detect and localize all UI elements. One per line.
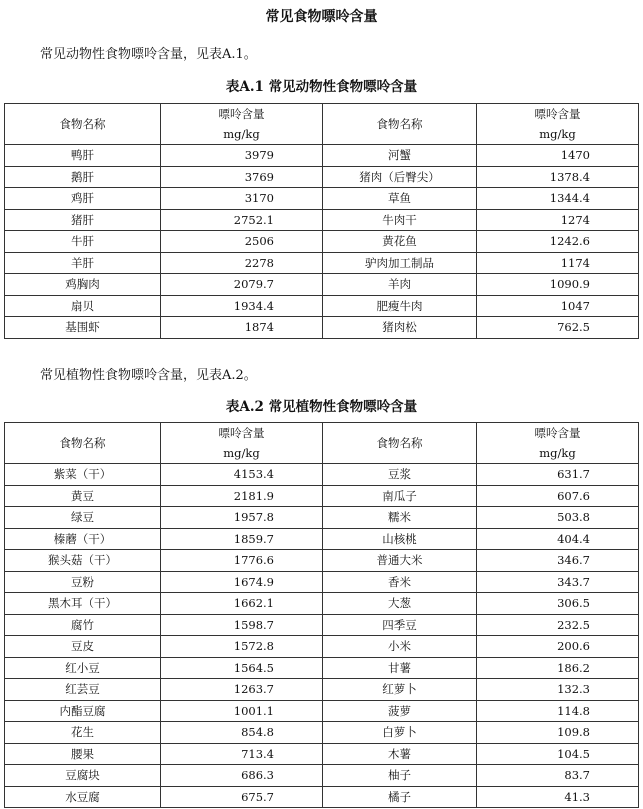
purine-value-cell: 1564.5 bbox=[161, 657, 323, 679]
table-row bbox=[5, 786, 639, 808]
purine-value-cell: 200.6 bbox=[477, 636, 639, 658]
purine-value-cell: 762.5 bbox=[477, 317, 639, 339]
table-row bbox=[5, 464, 639, 486]
food-name-cell: 腐竹 bbox=[5, 614, 161, 636]
purine-value-cell: 1174 bbox=[477, 252, 639, 274]
column-header-purine-content bbox=[477, 423, 639, 464]
food-name-cell: 扇贝 bbox=[5, 295, 161, 317]
purine-value-cell: 346.7 bbox=[477, 550, 639, 572]
table-row bbox=[5, 231, 639, 253]
purine-value-cell: 1001.1 bbox=[161, 700, 323, 722]
table-row bbox=[5, 188, 639, 210]
food-name-cell: 紫菜（干） bbox=[5, 464, 161, 486]
column-header-food-name: 食物名称 bbox=[323, 423, 477, 464]
purine-value-cell: 1090.9 bbox=[477, 274, 639, 296]
table-row bbox=[5, 700, 639, 722]
purine-value-cell: 232.5 bbox=[477, 614, 639, 636]
purine-value-cell: 2752.1 bbox=[161, 209, 323, 231]
table-row bbox=[5, 274, 639, 296]
purine-value-cell: 404.4 bbox=[477, 528, 639, 550]
food-name-cell: 鸡胸肉 bbox=[5, 274, 161, 296]
food-name-cell: 柚子 bbox=[323, 765, 477, 787]
plant-intro-text: 常见植物性食物嘌呤含量，见表A.2。 bbox=[40, 368, 257, 383]
food-name-cell: 木薯 bbox=[323, 743, 477, 765]
table-row bbox=[5, 657, 639, 679]
food-name-cell: 红萝卜 bbox=[323, 679, 477, 701]
table-row bbox=[5, 507, 639, 529]
purine-value-cell: 2278 bbox=[161, 252, 323, 274]
food-name-cell: 大葱 bbox=[323, 593, 477, 615]
food-name-cell: 榛蘑（干） bbox=[5, 528, 161, 550]
purine-value-cell: 854.8 bbox=[161, 722, 323, 744]
page-title: 常见食物嘌呤含量 bbox=[265, 9, 378, 25]
purine-value-cell: 186.2 bbox=[477, 657, 639, 679]
purine-value-cell: 3769 bbox=[161, 166, 323, 188]
purine-value-cell: 1470 bbox=[477, 145, 639, 167]
purine-value-cell: 1662.1 bbox=[161, 593, 323, 615]
purine-value-cell: 109.8 bbox=[477, 722, 639, 744]
food-name-cell: 内酯豆腐 bbox=[5, 700, 161, 722]
purine-value-cell: 2079.7 bbox=[161, 274, 323, 296]
food-name-cell: 黄豆 bbox=[5, 485, 161, 507]
table-row bbox=[5, 765, 639, 787]
food-name-cell: 鸡肝 bbox=[5, 188, 161, 210]
table-a1-caption: 表A.1 常见动物性食物嘌呤含量 bbox=[225, 79, 418, 95]
purine-value-cell: 1776.6 bbox=[161, 550, 323, 572]
food-name-cell: 红芸豆 bbox=[5, 679, 161, 701]
purine-value-cell: 1274 bbox=[477, 209, 639, 231]
food-name-cell: 猪肝 bbox=[5, 209, 161, 231]
header-content-label: 嘌呤含量 bbox=[534, 426, 581, 440]
purine-value-cell: 631.7 bbox=[477, 464, 639, 486]
food-name-cell: 南瓜子 bbox=[323, 485, 477, 507]
table-header-row bbox=[5, 104, 639, 145]
column-header-food-name: 食物名称 bbox=[5, 104, 161, 145]
table-row bbox=[5, 593, 639, 615]
header-content-label: 嘌呤含量 bbox=[534, 107, 581, 121]
food-name-cell: 腰果 bbox=[5, 743, 161, 765]
table-row bbox=[5, 679, 639, 701]
purine-value-cell: 1572.8 bbox=[161, 636, 323, 658]
food-name-cell: 豆粉 bbox=[5, 571, 161, 593]
header-content-label: 嘌呤含量 bbox=[218, 426, 265, 440]
food-name-cell: 驴肉加工制品 bbox=[323, 252, 477, 274]
purine-value-cell: 1598.7 bbox=[161, 614, 323, 636]
table-row bbox=[5, 317, 639, 339]
food-name-cell: 糯米 bbox=[323, 507, 477, 529]
food-name-cell: 鸭肝 bbox=[5, 145, 161, 167]
food-name-cell: 甘薯 bbox=[323, 657, 477, 679]
table-row bbox=[5, 252, 639, 274]
purine-value-cell: 503.8 bbox=[477, 507, 639, 529]
purine-value-cell: 3170 bbox=[161, 188, 323, 210]
animal-intro-text: 常见动物性食物嘌呤含量，见表A.1。 bbox=[40, 47, 257, 62]
food-name-cell: 花生 bbox=[5, 722, 161, 744]
table-row bbox=[5, 722, 639, 744]
table-header-row bbox=[5, 423, 639, 464]
table-row bbox=[5, 145, 639, 167]
purine-value-cell: 343.7 bbox=[477, 571, 639, 593]
column-header-food-name: 食物名称 bbox=[323, 104, 477, 145]
food-name-cell: 四季豆 bbox=[323, 614, 477, 636]
header-unit-label: mg/kg bbox=[223, 127, 260, 141]
purine-value-cell: 1344.4 bbox=[477, 188, 639, 210]
table-a2 bbox=[4, 422, 639, 808]
purine-value-cell: 675.7 bbox=[161, 786, 323, 808]
table-row bbox=[5, 209, 639, 231]
food-name-cell: 猪肉松 bbox=[323, 317, 477, 339]
purine-value-cell: 1874 bbox=[161, 317, 323, 339]
food-name-cell: 草鱼 bbox=[323, 188, 477, 210]
purine-value-cell: 306.5 bbox=[477, 593, 639, 615]
purine-value-cell: 2506 bbox=[161, 231, 323, 253]
food-name-cell: 牛肝 bbox=[5, 231, 161, 253]
food-name-cell: 山核桃 bbox=[323, 528, 477, 550]
table-row bbox=[5, 743, 639, 765]
purine-value-cell: 1674.9 bbox=[161, 571, 323, 593]
table-a2-caption: 表A.2 常见植物性食物嘌呤含量 bbox=[225, 399, 418, 415]
food-name-cell: 鹅肝 bbox=[5, 166, 161, 188]
food-name-cell: 菠萝 bbox=[323, 700, 477, 722]
table-row bbox=[5, 295, 639, 317]
food-name-cell: 猪肉（后臀尖） bbox=[323, 166, 477, 188]
food-name-cell: 黄花鱼 bbox=[323, 231, 477, 253]
header-content-label: 嘌呤含量 bbox=[218, 107, 265, 121]
column-header-purine-content bbox=[477, 104, 639, 145]
purine-value-cell: 1934.4 bbox=[161, 295, 323, 317]
food-name-cell: 豆皮 bbox=[5, 636, 161, 658]
column-header-food-name: 食物名称 bbox=[5, 423, 161, 464]
food-name-cell: 白萝卜 bbox=[323, 722, 477, 744]
food-name-cell: 河蟹 bbox=[323, 145, 477, 167]
food-name-cell: 牛肉干 bbox=[323, 209, 477, 231]
table-row bbox=[5, 485, 639, 507]
purine-value-cell: 1242.6 bbox=[477, 231, 639, 253]
food-name-cell: 肥瘦牛肉 bbox=[323, 295, 477, 317]
food-name-cell: 香米 bbox=[323, 571, 477, 593]
purine-value-cell: 686.3 bbox=[161, 765, 323, 787]
purine-value-cell: 41.3 bbox=[477, 786, 639, 808]
food-name-cell: 黑木耳（干） bbox=[5, 593, 161, 615]
food-name-cell: 普通大米 bbox=[323, 550, 477, 572]
header-unit-label: mg/kg bbox=[539, 446, 576, 460]
table-a1 bbox=[4, 103, 639, 339]
table-row bbox=[5, 614, 639, 636]
food-name-cell: 橘子 bbox=[323, 786, 477, 808]
food-name-cell: 豆浆 bbox=[323, 464, 477, 486]
purine-value-cell: 83.7 bbox=[477, 765, 639, 787]
table-row bbox=[5, 166, 639, 188]
purine-value-cell: 1378.4 bbox=[477, 166, 639, 188]
purine-value-cell: 1047 bbox=[477, 295, 639, 317]
header-unit-label: mg/kg bbox=[539, 127, 576, 141]
food-name-cell: 羊肝 bbox=[5, 252, 161, 274]
food-name-cell: 红小豆 bbox=[5, 657, 161, 679]
table-row bbox=[5, 528, 639, 550]
header-unit-label: mg/kg bbox=[223, 446, 260, 460]
table-row bbox=[5, 571, 639, 593]
food-name-cell: 猴头菇（干） bbox=[5, 550, 161, 572]
column-header-purine-content bbox=[161, 423, 323, 464]
table-row bbox=[5, 636, 639, 658]
table-row bbox=[5, 550, 639, 572]
purine-value-cell: 132.3 bbox=[477, 679, 639, 701]
purine-value-cell: 713.4 bbox=[161, 743, 323, 765]
food-name-cell: 羊肉 bbox=[323, 274, 477, 296]
purine-value-cell: 3979 bbox=[161, 145, 323, 167]
purine-value-cell: 1859.7 bbox=[161, 528, 323, 550]
purine-value-cell: 4153.4 bbox=[161, 464, 323, 486]
food-name-cell: 水豆腐 bbox=[5, 786, 161, 808]
purine-value-cell: 607.6 bbox=[477, 485, 639, 507]
food-name-cell: 绿豆 bbox=[5, 507, 161, 529]
food-name-cell: 基围虾 bbox=[5, 317, 161, 339]
column-header-purine-content bbox=[161, 104, 323, 145]
purine-value-cell: 114.8 bbox=[477, 700, 639, 722]
food-name-cell: 豆腐块 bbox=[5, 765, 161, 787]
purine-value-cell: 1263.7 bbox=[161, 679, 323, 701]
purine-value-cell: 2181.9 bbox=[161, 485, 323, 507]
food-name-cell: 小米 bbox=[323, 636, 477, 658]
purine-value-cell: 1957.8 bbox=[161, 507, 323, 529]
purine-value-cell: 104.5 bbox=[477, 743, 639, 765]
